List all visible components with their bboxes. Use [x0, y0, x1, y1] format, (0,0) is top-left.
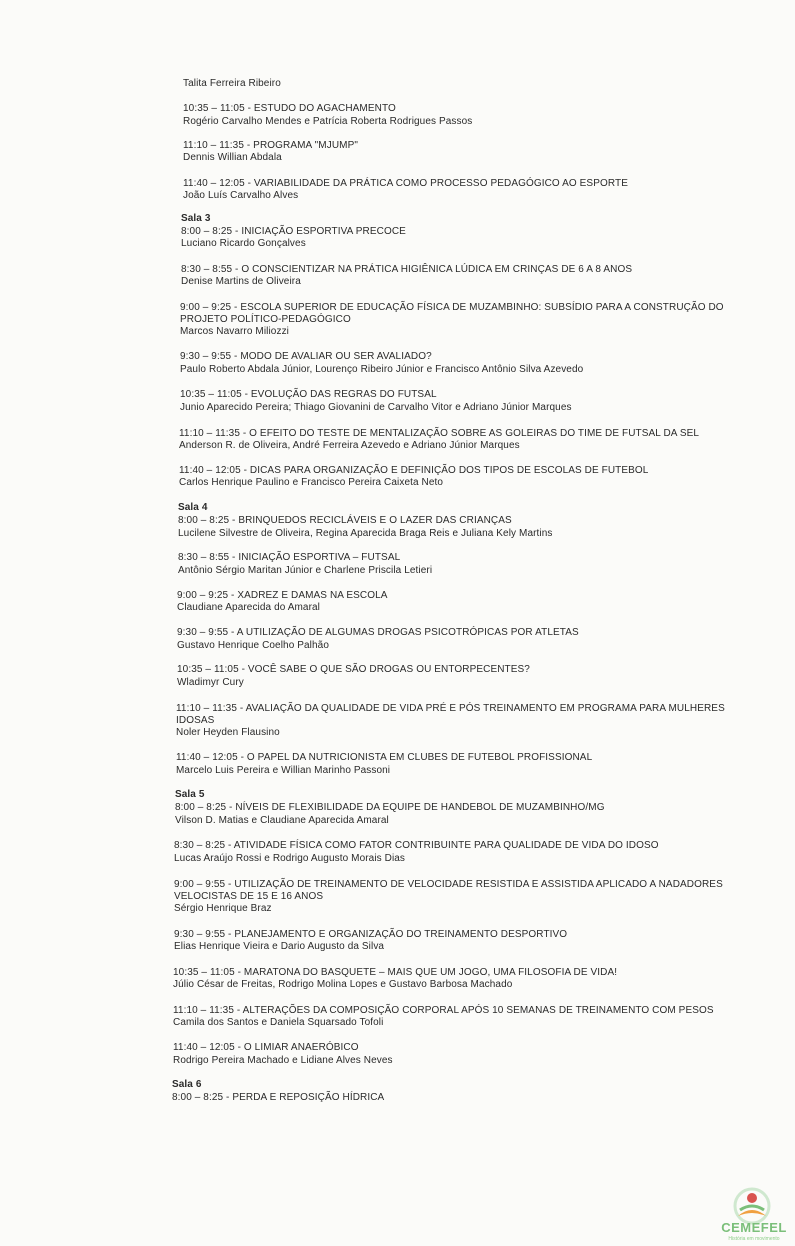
session-authors: Gustavo Henrique Coelho Palhão	[177, 640, 329, 651]
session-title: 8:30 – 8:25 - ATIVIDADE FÍSICA COMO FATOR CONTRIBUINTE PARA QUALIDADE DE VIDA DO IDOSO	[174, 840, 659, 851]
session-title: 11:40 – 12:05 - VARIABILIDADE DA PRÁTICA COMO PROCESSO PEDAGÓGICO AO ESPORTE	[183, 178, 628, 189]
session-title: 8:30 – 8:55 - O CONSCIENTIZAR NA PRÁTICA HIGIÊNICA LÚDICA EM CRINÇAS DE 6 A 8 ANOS	[181, 264, 633, 275]
session-authors: Júlio César de Freitas, Rodrigo Molina Lopes e Gustavo Barbosa Machado	[173, 979, 513, 990]
session-title: 8:30 – 8:55 - INICIAÇÃO ESPORTIVA – FUTSAL	[178, 552, 401, 563]
room-heading: Sala 4	[178, 502, 208, 513]
room-heading: Sala 3	[181, 213, 211, 224]
session-authors: Junio Aparecido Pereira; Thiago Giovanini de Carvalho Vitor e Adriano Júnior Marques	[180, 402, 572, 413]
session-title: 11:10 – 11:35 - AVALIAÇÃO DA QUALIDADE DE VIDA PRÉ E PÓS TREINAMENTO EM PROGRAMA PARA MULHERES	[176, 703, 725, 714]
session-title: 11:40 – 12:05 - O PAPEL DA NUTRICIONISTA EM CLUBES DE FUTEBOL PROFISSIONAL	[176, 752, 593, 763]
session-title: 11:10 – 11:35 - ALTERAÇÕES DA COMPOSIÇÃO CORPORAL APÓS 10 SEMANAS DE TREINAMENTO COM PESOS	[173, 1005, 714, 1016]
session-authors: Dennis Willian Abdala	[183, 152, 282, 163]
session-authors: Luciano Ricardo Gonçalves	[181, 238, 306, 249]
session-authors: Rogério Carvalho Mendes e Patrícia Roberta Rodrigues Passos	[183, 116, 473, 127]
session-authors: Paulo Roberto Abdala Júnior, Lourenço Ribeiro Júnior e Francisco Antônio Silva Azevedo	[180, 364, 584, 375]
session-authors: Talita Ferreira Ribeiro	[183, 78, 281, 89]
session-title: 9:00 – 9:25 - ESCOLA SUPERIOR DE EDUCAÇÃO FÍSICA DE MUZAMBINHO: SUBSÍDIO PARA A CONSTRUÇÃO DO	[180, 302, 724, 313]
session-authors: João Luís Carvalho Alves	[183, 190, 299, 201]
session-authors: Camila dos Santos e Daniela Squarsado Tofoli	[173, 1017, 384, 1028]
session-title: 9:30 – 9:55 - A UTILIZAÇÃO DE ALGUMAS DROGAS PSICOTRÓPICAS POR ATLETAS	[177, 627, 579, 638]
room-heading: Sala 5	[175, 789, 205, 800]
session-authors: Denise Martins de Oliveira	[181, 276, 301, 287]
session-title: 9:30 – 9:55 - MODO DE AVALIAR OU SER AVALIADO?	[180, 351, 432, 362]
session-authors: Claudiane Aparecida do Amaral	[177, 602, 320, 613]
session-title: 11:40 – 12:05 - O LIMIAR ANAERÓBICO	[173, 1042, 359, 1053]
session-authors: Vilson D. Matias e Claudiane Aparecida Amaral	[175, 815, 389, 826]
session-title: IDOSAS	[176, 715, 215, 726]
room-heading: Sala 6	[172, 1079, 202, 1090]
session-authors: Rodrigo Pereira Machado e Lidiane Alves Neves	[173, 1055, 393, 1066]
session-title: 9:30 – 9:55 - PLANEJAMENTO E ORGANIZAÇÃO DO TREINAMENTO DESPORTIVO	[174, 929, 568, 940]
session-authors: Anderson R. de Oliveira, André Ferreira Azevedo e Adriano Júnior Marques	[179, 440, 520, 451]
session-authors: Marcelo Luis Pereira e Willian Marinho Passoni	[176, 765, 391, 776]
session-authors: Sérgio Henrique Braz	[174, 903, 272, 914]
session-title: 9:00 – 9:25 - XADREZ E DAMAS NA ESCOLA	[177, 590, 388, 601]
session-title: 8:00 – 8:25 - BRINQUEDOS RECICLÁVEIS E O LAZER DAS CRIANÇAS	[178, 515, 512, 526]
session-title: 10:35 – 11:05 - EVOLUÇÃO DAS REGRAS DO FUTSAL	[180, 389, 437, 400]
session-authors: Lucilene Silvestre de Oliveira, Regina Aparecida Braga Reis e Juliana Kely Martins	[178, 528, 553, 539]
session-title: 8:00 – 8:25 - INICIAÇÃO ESPORTIVA PRECOCE	[181, 226, 406, 237]
session-title: 8:00 – 8:25 - PERDA E REPOSIÇÃO HÍDRICA	[172, 1092, 385, 1103]
session-authors: Wladimyr Cury	[177, 677, 244, 688]
logo-tagline: História em movimento	[728, 1236, 780, 1242]
session-authors: Noler Heyden Flausino	[176, 727, 280, 738]
session-title: 10:35 – 11:05 - VOCÊ SABE O QUE SÃO DROGAS OU ENTORPECENTES?	[177, 664, 530, 675]
session-authors: Marcos Navarro Miliozzi	[180, 326, 289, 337]
logo-wordmark: CEMEFEL	[721, 1220, 787, 1235]
session-title: 11:10 – 11:35 - O EFEITO DO TESTE DE MENTALIZAÇÃO SOBRE AS GOLEIRAS DO TIME DE FUTSAL DA SEL	[179, 428, 700, 439]
session-title: PROJETO POLÍTICO-PEDAGÓGICO	[180, 314, 351, 325]
session-title: VELOCISTAS DE 15 E 16 ANOS	[174, 891, 324, 902]
session-authors: Lucas Araújo Rossi e Rodrigo Augusto Morais Dias	[174, 853, 406, 864]
session-authors: Carlos Henrique Paulino e Francisco Pereira Caixeta Neto	[179, 477, 444, 488]
session-title: 9:00 – 9:55 - UTILIZAÇÃO DE TREINAMENTO DE VELOCIDADE RESISTIDA E ASSISTIDA APLICADO A NADADORES	[174, 879, 723, 890]
session-title: 10:35 – 11:05 - MARATONA DO BASQUETE – MAIS QUE UM JOGO, UMA FILOSOFIA DE VIDA!	[173, 967, 618, 978]
session-authors: Antônio Sérgio Maritan Júnior e Charlene Priscila Letieri	[178, 565, 433, 576]
session-title: 11:40 – 12:05 - DICAS PARA ORGANIZAÇÃO E DEFINIÇÃO DOS TIPOS DE ESCOLAS DE FUTEBOL	[179, 465, 649, 476]
session-authors: Elias Henrique Vieira e Dario Augusto da Silva	[174, 941, 385, 952]
session-title: 8:00 – 8:25 - NÍVEIS DE FLEXIBILIDADE DA EQUIPE DE HANDEBOL DE MUZAMBINHO/MG	[175, 802, 605, 813]
session-title: 11:10 – 11:35 - PROGRAMA "MJUMP"	[183, 140, 358, 151]
session-title: 10:35 – 11:05 - ESTUDO DO AGACHAMENTO	[183, 103, 396, 114]
